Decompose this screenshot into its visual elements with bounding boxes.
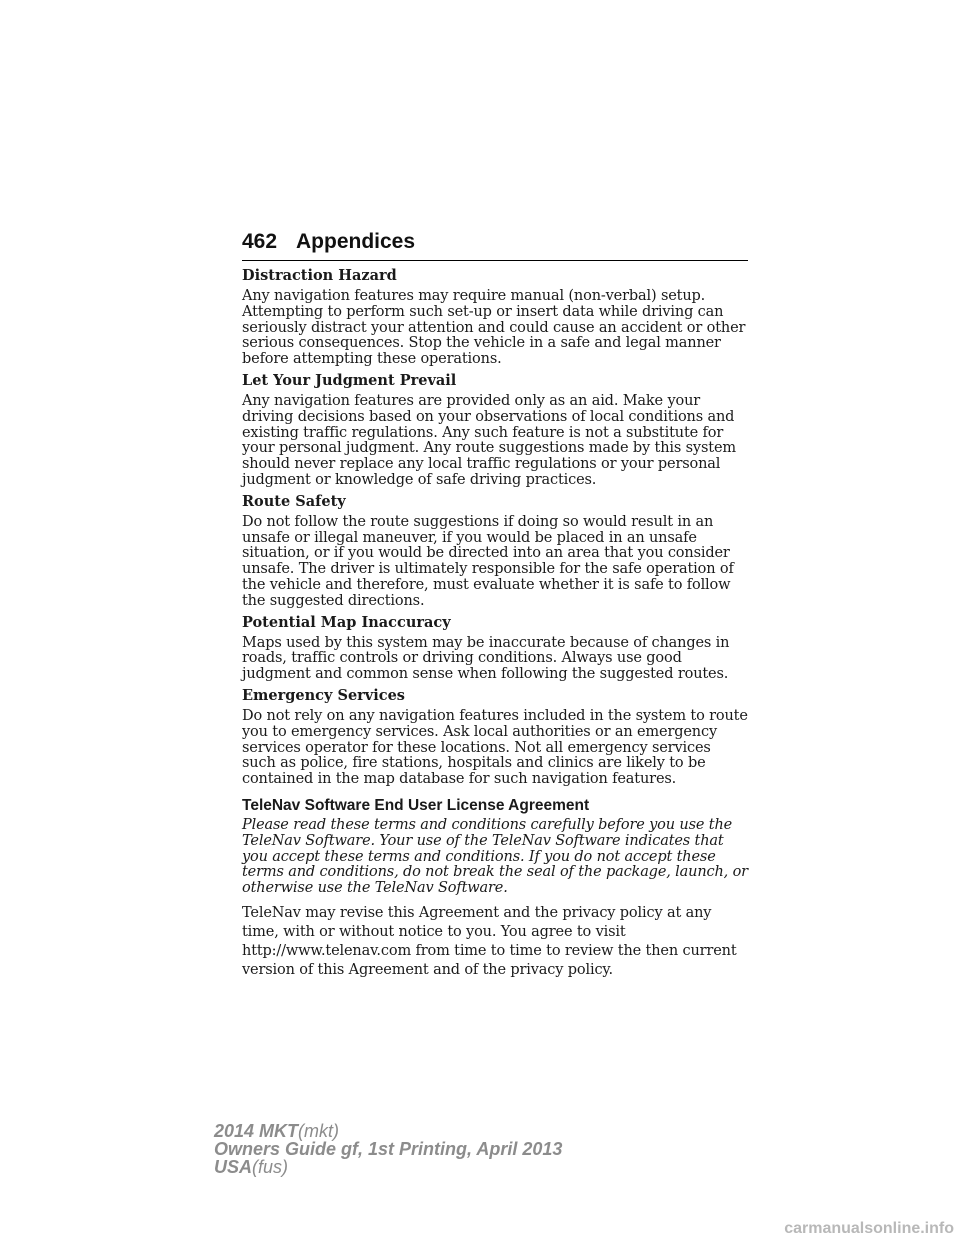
print-footer: [214, 1122, 562, 1176]
page-header: [242, 230, 748, 261]
heading-route-safety: Route Safety: [242, 492, 346, 510]
license-intro: Please read these terms and conditions carefully before you use the TeleNav Software. Your use of the TeleNav Software indicates that you accept these terms and conditions. If you do not accept these terms and conditions, do not break the seal of the package, launch, or otherwise use the TeleNav Software.: [242, 816, 748, 897]
paragraph-emergency-services: Do not rely on any navigation features included in the system to route you to emergency services. Ask local authorities or an emergency services operator for these locations. Not all emergency services such as police, fire stations, hospitals and clinics are likely to be contained in the map database for such navigation features.: [242, 707, 748, 788]
footer-region-code: (fus): [252, 1157, 289, 1177]
paragraph-route-safety: Do not follow the route suggestions if doing so would result in an unsafe or illegal maneuver, if you would be placed in an unsafe situation, or if you would be directed into an area that you consider unsafe. The driver is ultimately responsible for the safe operation of the vehicle and therefore, must evaluate whether it is safe to follow the suggested directions.: [242, 513, 734, 609]
watermark: carmanualsonline.info: [784, 1220, 954, 1237]
footer-line-model: [214, 1122, 562, 1140]
footer-model: 2014 MKT: [214, 1121, 299, 1141]
heading-judgment: Let Your Judgment Prevail: [242, 371, 457, 389]
heading-map-inaccuracy: Potential Map Inaccuracy: [242, 613, 451, 631]
page-number: 462: [242, 230, 278, 253]
license-body: TeleNav may revise this Agreement and the privacy policy at any time, with or without notice to you. You agree to visit http://www.telenav.com from time to time to review the then current version of this Agreement and of the privacy policy.: [242, 904, 737, 978]
heading-distraction-hazard: Distraction Hazard: [242, 267, 397, 284]
footer-guide-info: Owners Guide gf, 1st Printing, April 2013: [214, 1139, 563, 1159]
heading-emergency-services: Emergency Services: [242, 686, 405, 704]
paragraph-distraction-hazard: Any navigation features may require manual (non-verbal) setup. Attempting to perform such set-up or insert data while driving can seriously distract your attention and could cause an accident or other serious consequences. Stop the vehicle in a safe and legal manner before attempting these operations.: [242, 288, 746, 368]
paragraph-map-inaccuracy: Maps used by this system may be inaccurate because of changes in roads, traffic controls or driving conditions. Always use good judgment and common sense when following the suggested routes.: [242, 634, 730, 683]
heading-license-agreement: TeleNav Software End User License Agreement: [242, 796, 590, 814]
footer-model-code: (mkt): [298, 1121, 340, 1141]
paragraph-judgment: Any navigation features are provided only as an aid. Make your driving decisions based on your observations of local conditions and existing traffic regulations. Any such feature is not a substitute for your personal judgment. Any route suggestions made by this system should never replace any local traffic regulations or your personal judgment or knowledge of safe driving practices.: [242, 392, 736, 488]
section-title: Appendices: [296, 230, 416, 253]
page-content: [242, 268, 748, 980]
footer-line-region: [214, 1158, 562, 1176]
footer-region: USA: [214, 1157, 253, 1177]
